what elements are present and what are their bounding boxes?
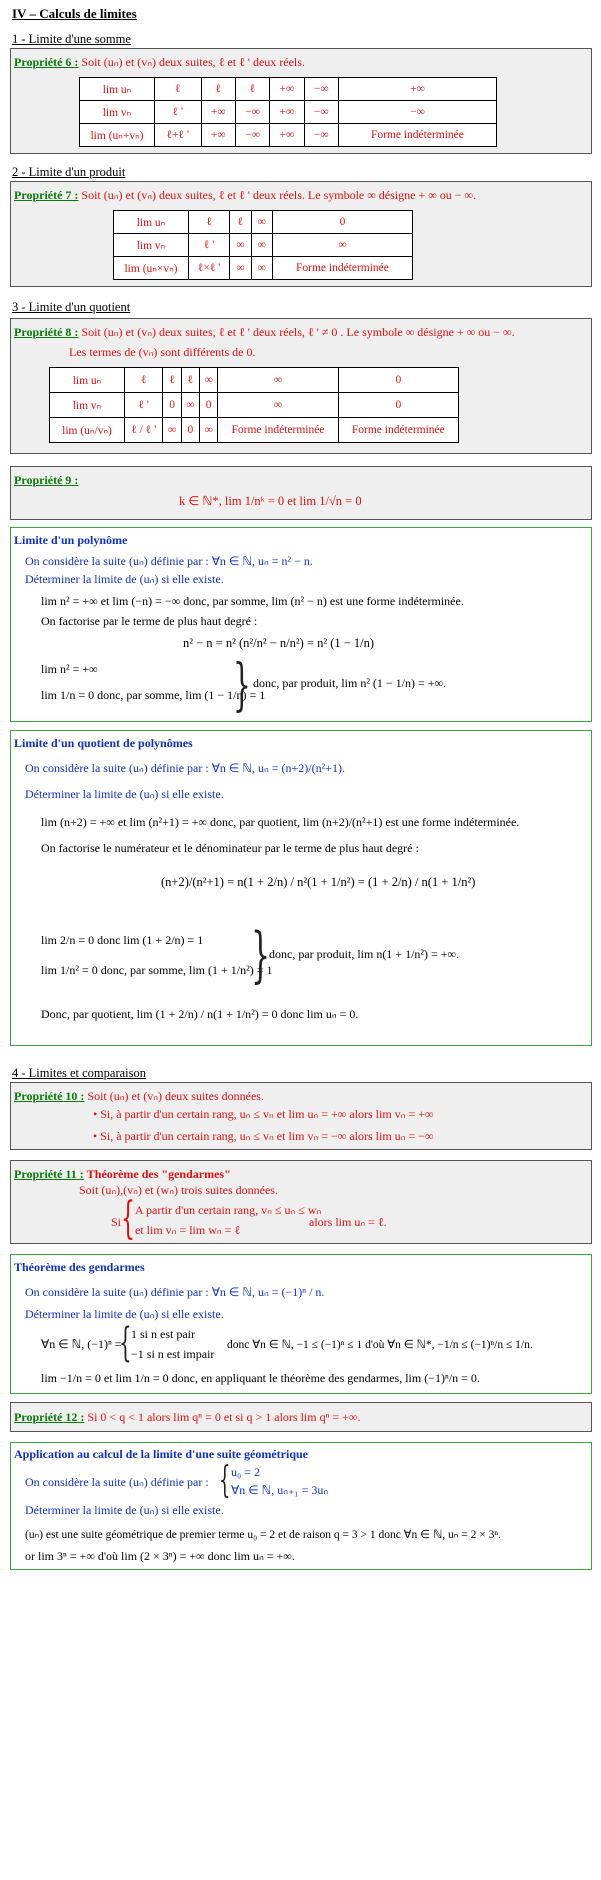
table-row-header: lim (uₙ×vₙ) xyxy=(114,257,189,280)
table-cell: ℓ xyxy=(163,368,181,393)
table-cell: ∞ xyxy=(200,418,218,443)
table-row xyxy=(50,368,459,393)
property-10-text: Soit (uₙ) et (vₙ) deux suites données. xyxy=(87,1089,264,1103)
squeeze-theorem-box xyxy=(10,1254,592,1394)
table-row xyxy=(80,124,497,147)
section-title-product: 2 - Limite d'un produit xyxy=(12,165,126,179)
table-cell: ∞ xyxy=(251,211,272,234)
polynomial-line-6: lim n² = +∞ xyxy=(41,662,98,676)
polynomial-line-8: donc, par produit, lim n² (1 − 1/n) = +∞. xyxy=(253,676,447,690)
section-title-quotient: 3 - Limite d'un quotient xyxy=(12,300,131,314)
table-row-header: lim uₙ xyxy=(114,211,189,234)
squeeze-line-3a: ∀n ∈ ℕ, (−1)ⁿ = xyxy=(41,1337,122,1351)
geometric-line-2: Déterminer la limite de (uₙ) si elle existe. xyxy=(25,1503,224,1517)
geometric-case-2: ∀n ∈ ℕ, uₙ₊₁ = 3uₙ xyxy=(231,1483,329,1497)
table-cell: −∞ xyxy=(304,124,338,147)
property-6-label: Propriété 6 : xyxy=(14,55,79,69)
table-cell: ∞ xyxy=(218,393,338,418)
property-10-label: Propriété 10 : xyxy=(14,1089,85,1103)
table-cell: +∞ xyxy=(270,78,304,101)
table-row-header: lim uₙ xyxy=(50,368,125,393)
table-cell: ℓ xyxy=(235,78,269,101)
table-cell: ∞ xyxy=(251,257,272,280)
table-cell: 0 xyxy=(200,393,218,418)
table-cell: Forme indéterminée xyxy=(218,418,338,443)
table-row xyxy=(114,211,413,234)
property-8-box xyxy=(10,318,592,454)
table-cell: ∞ xyxy=(163,418,181,443)
squeeze-line-3b: donc ∀n ∈ ℕ, −1 ≤ (−1)ⁿ ≤ 1 d'où ∀n ∈ ℕ*, −1/n ≤ (−1)ⁿ/n ≤ 1/n. xyxy=(227,1339,533,1351)
table-cell: Forme indéterminée xyxy=(272,257,412,280)
geometric-line-1: On considère la suite (uₙ) définie par : xyxy=(25,1475,209,1489)
table-row-header: lim vₙ xyxy=(50,393,125,418)
squeeze-title: Théorème des gendarmes xyxy=(14,1260,145,1274)
table-row-header: lim vₙ xyxy=(114,234,189,257)
property-7-label: Propriété 7 : xyxy=(14,188,79,202)
table-cell: ℓ xyxy=(189,211,230,234)
sum-limits-table xyxy=(79,77,497,147)
table-cell: ℓ ' xyxy=(189,234,230,257)
geometric-line-4: or lim 3ⁿ = +∞ d'où lim (2 × 3ⁿ) = +∞ donc lim uₙ = +∞. xyxy=(25,1549,295,1563)
property-12-text: Si 0 < q < 1 alors lim qⁿ = 0 et si q > 1 alors lim qⁿ = +∞. xyxy=(87,1410,361,1424)
table-cell: −∞ xyxy=(235,101,269,124)
property-11-box xyxy=(10,1160,592,1244)
geometric-title: Application au calcul de la limite d'une suite géométrique xyxy=(14,1447,308,1461)
product-limits-table xyxy=(113,210,413,280)
table-cell: ℓ ' xyxy=(125,393,163,418)
rational-line-5: (n+2)/(n²+1) = n(1 + 2/n) / n²(1 + 1/n²) = (1 + 2/n) / n(1 + 1/n²) xyxy=(161,875,476,889)
rational-line-8: donc, par produit, lim n(1 + 1/n²) = +∞. xyxy=(269,947,460,961)
property-11-name: Théorème des "gendarmes" xyxy=(86,1167,231,1181)
table-cell: ∞ xyxy=(272,234,412,257)
table-cell: 0 xyxy=(163,393,181,418)
geometric-line-3: (uₙ) est une suite géométrique de premier terme u₀ = 2 et de raison q = 3 > 1 donc ∀n ∈ ℕ, uₙ = 2 × 3ⁿ. xyxy=(25,1529,501,1541)
table-cell: +∞ xyxy=(201,101,235,124)
rational-line-7: lim 1/n² = 0 donc, par somme, lim (1 + 1/n²) = 1 xyxy=(41,963,273,977)
polynomial-line-2: Déterminer la limite de (uₙ) si elle existe. xyxy=(25,572,224,586)
rational-line-4: On factorise le numérateur et le dénominateur par le terme de plus haut degré : xyxy=(41,841,419,855)
table-row xyxy=(50,393,459,418)
polynomial-brace: } xyxy=(233,653,251,718)
property-6-text: Soit (uₙ) et (vₙ) deux suites, ℓ et ℓ ' deux réels. xyxy=(81,55,305,69)
property-11-condition-1: A partir d'un certain rang, vₙ ≤ uₙ ≤ wₙ xyxy=(135,1203,322,1217)
table-cell: ℓ xyxy=(201,78,235,101)
table-cell: ∞ xyxy=(218,368,338,393)
table-cell: ℓ xyxy=(181,368,199,393)
table-cell: −∞ xyxy=(304,78,338,101)
table-cell: Forme indéterminée xyxy=(338,124,496,147)
table-cell: +∞ xyxy=(201,124,235,147)
table-row-header: lim (uₙ/vₙ) xyxy=(50,418,125,443)
table-cell: −∞ xyxy=(235,124,269,147)
property-11-text: Soit (uₙ),(vₙ) et (wₙ) trois suites données. xyxy=(79,1183,278,1197)
squeeze-case-1: 1 si n est pair xyxy=(131,1327,195,1341)
polynomial-line-4: On factorise par le terme de plus haut degré : xyxy=(41,614,258,628)
table-cell: +∞ xyxy=(270,124,304,147)
property-11-condition-2: et lim vₙ = lim wₙ = ℓ xyxy=(135,1223,241,1237)
property-11-brace: { xyxy=(121,1193,135,1244)
table-cell: ∞ xyxy=(230,257,251,280)
table-cell: ℓ xyxy=(125,368,163,393)
squeeze-case-2: −1 si n est impair xyxy=(131,1347,215,1361)
table-cell: 0 xyxy=(272,211,412,234)
polynomial-line-7: lim 1/n = 0 donc, par somme, lim (1 − 1/n) = 1 xyxy=(41,688,266,702)
table-cell: 0 xyxy=(181,418,199,443)
geometric-case-1: u₀ = 2 xyxy=(231,1465,260,1479)
property-12-label: Propriété 12 : xyxy=(14,1410,85,1424)
rational-line-3: lim (n+2) = +∞ et lim (n²+1) = +∞ donc, par quotient, lim (n+2)/(n²+1) est une forme indéterminée. xyxy=(41,815,520,829)
table-cell: +∞ xyxy=(270,101,304,124)
squeeze-line-1: On considère la suite (uₙ) définie par : ∀n ∈ ℕ, uₙ = (−1)ⁿ / n. xyxy=(25,1285,325,1299)
property-11-conclusion: alors lim uₙ = ℓ. xyxy=(309,1215,387,1229)
table-row xyxy=(80,78,497,101)
table-cell: ℓ / ℓ ' xyxy=(125,418,163,443)
property-9-box xyxy=(10,466,592,520)
property-10-bullet-1: • Si, à partir d'un certain rang, uₙ ≤ vₙ et lim uₙ = +∞ alors lim vₙ = +∞ xyxy=(93,1107,434,1121)
property-11-label: Propriété 11 : xyxy=(14,1167,84,1181)
rational-line-2: Déterminer la limite de (uₙ) si elle existe. xyxy=(25,787,224,801)
table-row-header: lim uₙ xyxy=(80,78,155,101)
rational-title: Limite d'un quotient de polynômes xyxy=(14,736,193,750)
squeeze-line-4: lim −1/n = 0 et lim 1/n = 0 donc, en appliquant le théorème des gendarmes, lim (−1)ⁿ/n = 0. xyxy=(41,1371,480,1385)
table-cell: ∞ xyxy=(181,393,199,418)
section-title-comparison: 4 - Limites et comparaison xyxy=(12,1066,146,1080)
table-cell: ℓ+ℓ ' xyxy=(155,124,202,147)
table-cell: ℓ ' xyxy=(155,101,202,124)
table-row-header: lim (uₙ+vₙ) xyxy=(80,124,155,147)
polynomial-line-1: On considère la suite (uₙ) définie par : ∀n ∈ ℕ, uₙ = n² − n. xyxy=(25,554,313,568)
geometric-sequence-box xyxy=(10,1442,592,1570)
property-10-box xyxy=(10,1082,592,1150)
rational-limit-box xyxy=(10,730,592,1046)
property-12-box xyxy=(10,1402,592,1432)
quotient-limits-table xyxy=(49,367,459,443)
table-row xyxy=(114,257,413,280)
table-cell: ℓ xyxy=(155,78,202,101)
polynomial-line-3: lim n² = +∞ et lim (−n) = −∞ donc, par somme, lim (n² − n) est une forme indéterminée. xyxy=(41,594,464,608)
property-11-if: Si xyxy=(111,1215,122,1229)
section-title-sum: 1 - Limite d'une somme xyxy=(12,32,131,46)
table-cell: ∞ xyxy=(200,368,218,393)
rational-line-9: Donc, par quotient, lim (1 + 2/n) / n(1 + 1/n²) = 0 donc lim uₙ = 0. xyxy=(41,1007,359,1021)
rational-line-6: lim 2/n = 0 donc lim (1 + 2/n) = 1 xyxy=(41,933,204,947)
property-8-text2: Les termes de (vₙ) sont différents de 0. xyxy=(69,345,256,359)
table-cell: −∞ xyxy=(338,101,496,124)
property-9-label: Propriété 9 : xyxy=(14,473,79,487)
table-cell: ℓ xyxy=(230,211,251,234)
table-row xyxy=(114,234,413,257)
rational-brace: } xyxy=(251,920,271,990)
geometric-brace: { xyxy=(219,1460,231,1501)
table-row-header: lim vₙ xyxy=(80,101,155,124)
property-8-text: Soit (uₙ) et (vₙ) deux suites, ℓ et ℓ ' deux réels, ℓ ' ≠ 0 . Le symbole ∞ désigne + ∞ ou − ∞. xyxy=(81,325,515,339)
table-cell: Forme indéterminée xyxy=(338,418,458,443)
property-10-bullet-2: • Si, à partir d'un certain rang, uₙ ≤ vₙ et lim vₙ = −∞ alors lim uₙ = −∞ xyxy=(93,1129,434,1143)
table-row xyxy=(50,418,459,443)
table-cell: ℓ×ℓ ' xyxy=(189,257,230,280)
polynomial-limit-box xyxy=(10,527,592,722)
table-cell: −∞ xyxy=(304,101,338,124)
property-7-text: Soit (uₙ) et (vₙ) deux suites, ℓ et ℓ ' deux réels. Le symbole ∞ désigne + ∞ ou − ∞. xyxy=(81,188,477,202)
table-cell: ∞ xyxy=(230,234,251,257)
table-cell: +∞ xyxy=(338,78,496,101)
property-6-box xyxy=(10,48,592,154)
squeeze-brace: { xyxy=(119,1320,132,1366)
table-cell: ∞ xyxy=(251,234,272,257)
table-row xyxy=(80,101,497,124)
polynomial-line-5: n² − n = n² (n²/n² − n/n²) = n² (1 − 1/n) xyxy=(183,636,375,650)
rational-line-1: On considère la suite (uₙ) définie par : ∀n ∈ ℕ, uₙ = (n+2)/(n²+1). xyxy=(25,761,345,775)
squeeze-line-2: Déterminer la limite de (uₙ) si elle existe. xyxy=(25,1307,224,1321)
property-9-formula: k ∈ ℕ*, lim 1/nᵏ = 0 et lim 1/√n = 0 xyxy=(179,494,362,508)
table-cell: 0 xyxy=(338,393,458,418)
property-8-label: Propriété 8 : xyxy=(14,325,79,339)
chapter-title: IV – Calculs de limites xyxy=(12,6,137,21)
property-7-box xyxy=(10,181,592,287)
table-cell: 0 xyxy=(338,368,458,393)
polynomial-title: Limite d'un polynôme xyxy=(14,533,128,547)
